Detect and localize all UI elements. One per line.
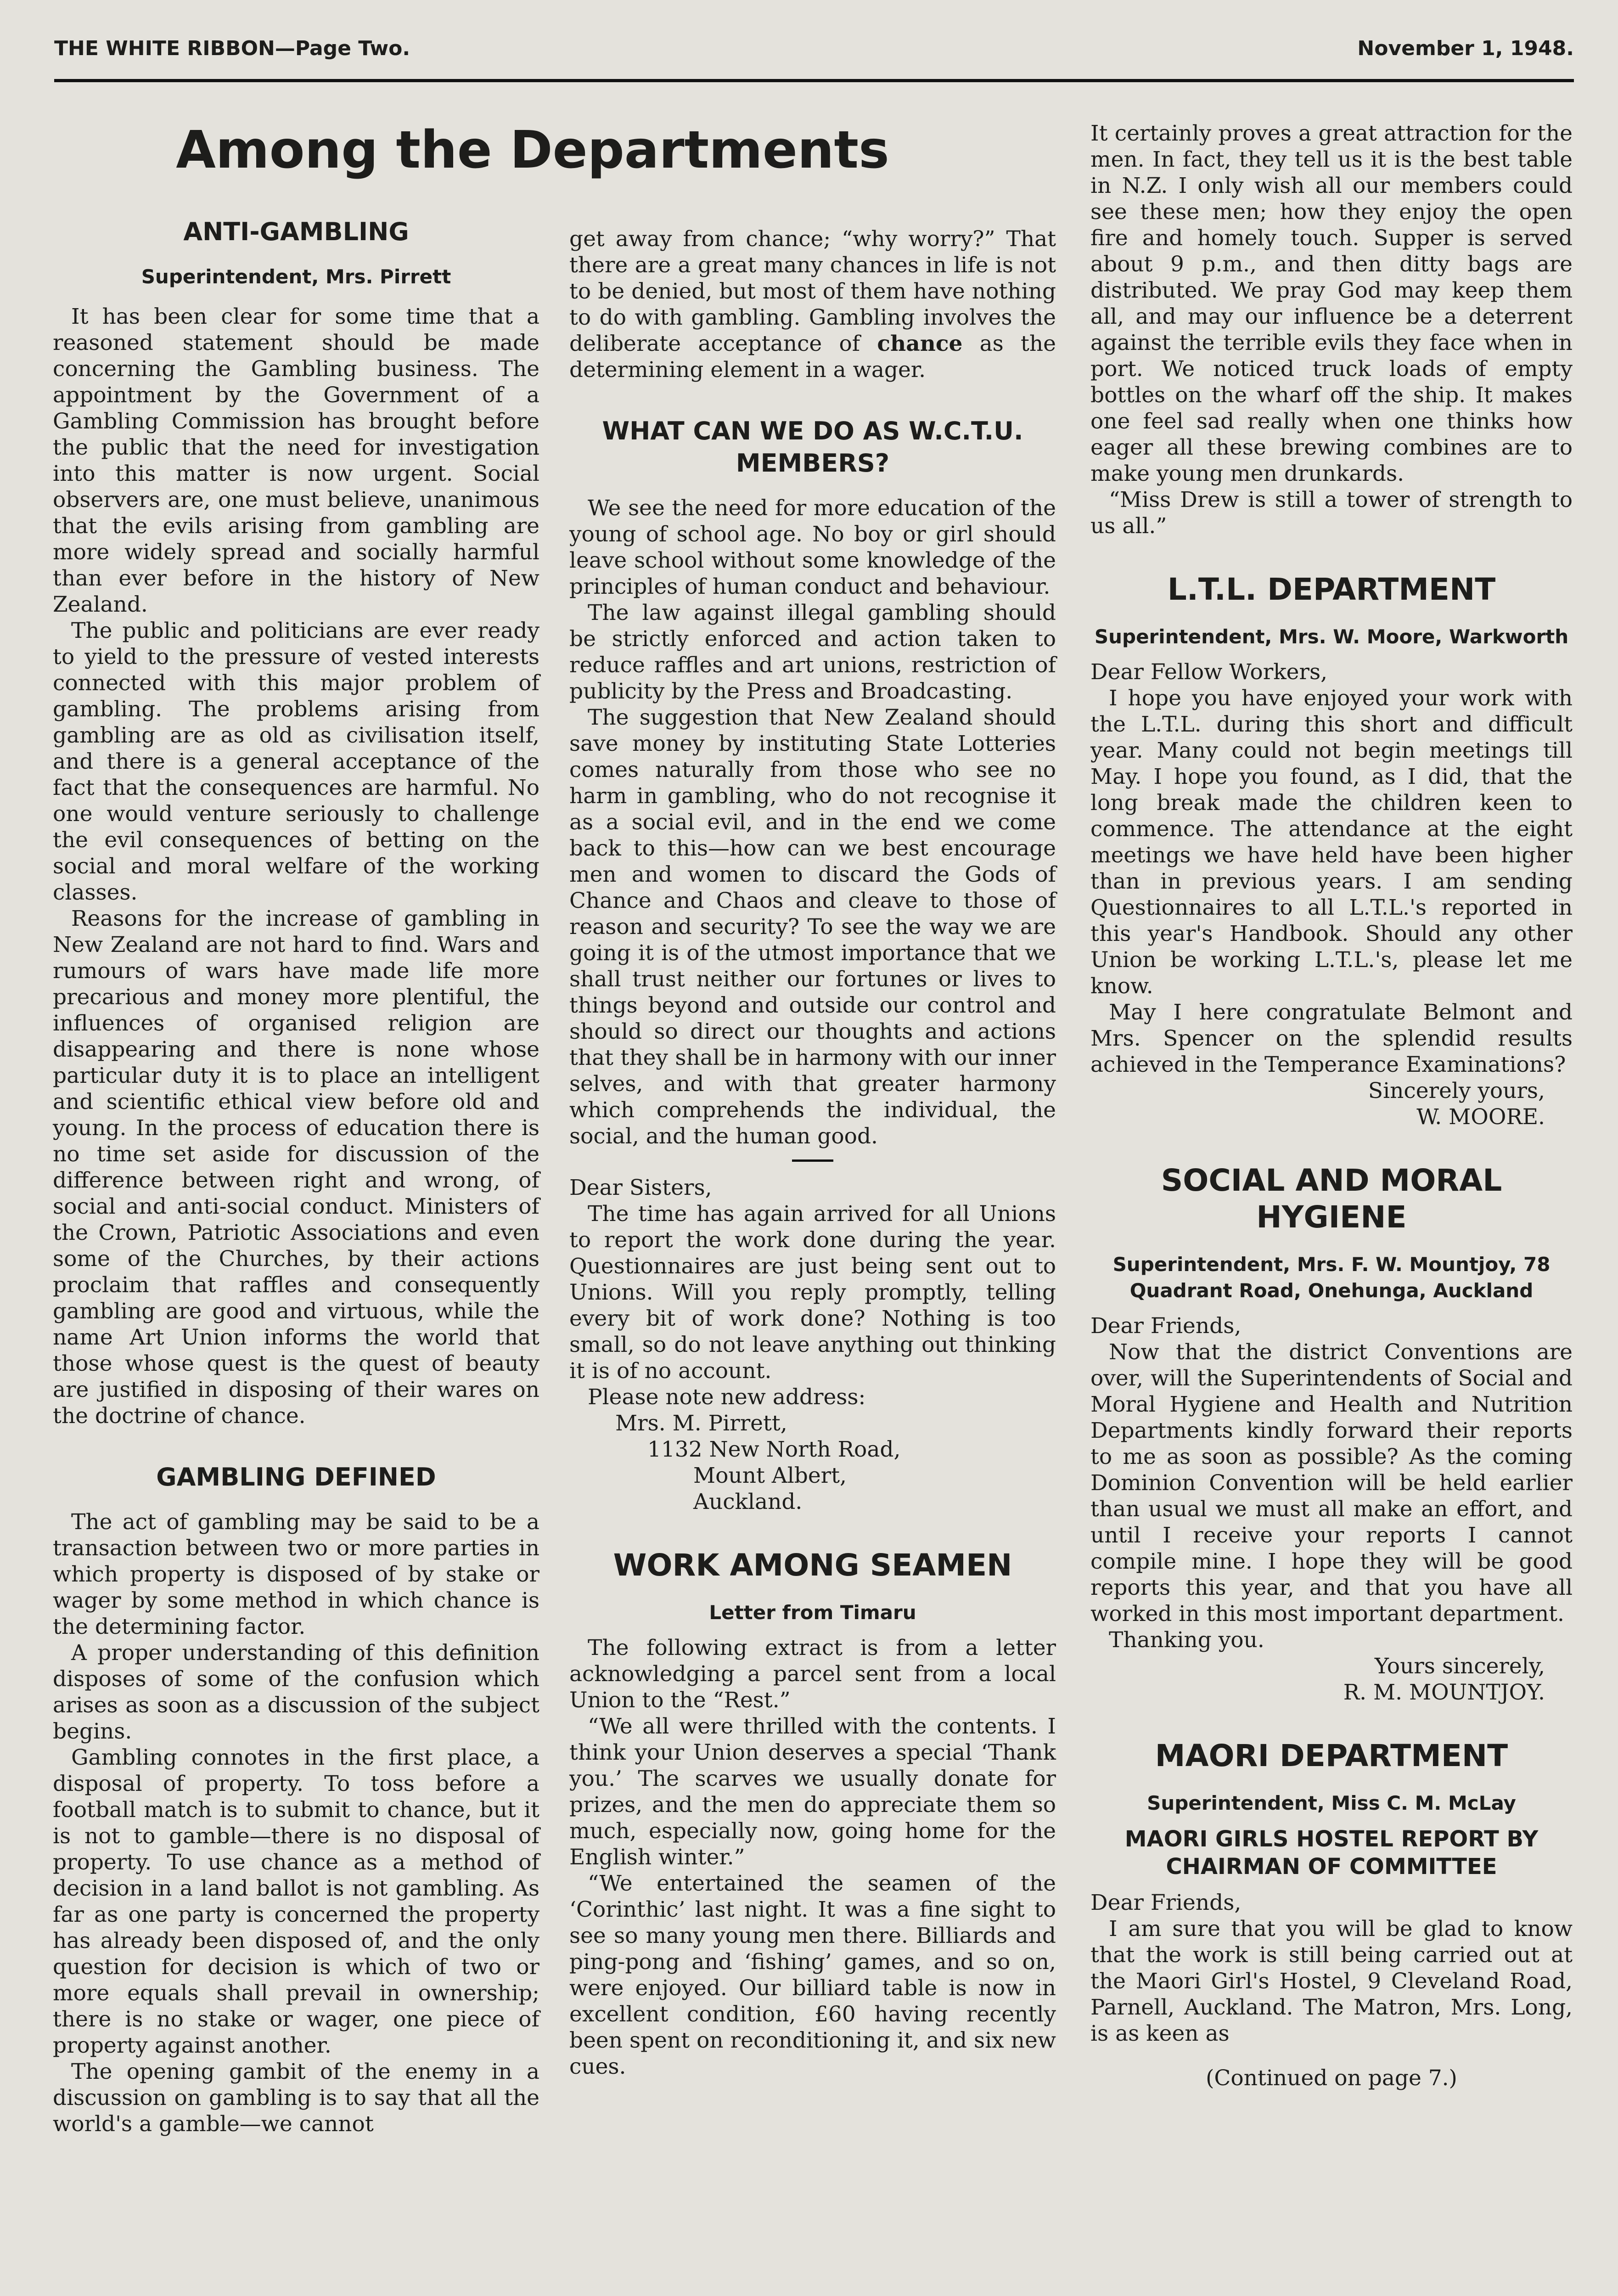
paragraph: I am sure that you will be glad to know that the work is still being carried out at the Maori Girl's Hostel, 9 Cleveland Road, Parnell, Auckland. The Matron, Mrs. Long, is as keen as: [1090, 1916, 1573, 2046]
letter-signature: R. M. MOUNTJOY.: [1343, 1680, 1545, 1705]
letter-salutation: Dear Friends,: [1090, 1890, 1242, 1915]
header-rule: [54, 79, 1574, 82]
wctu-heading: WHAT CAN WE DO AS W.C.T.U. MEMBERS?: [602, 416, 1023, 478]
paragraph-continued: [569, 226, 1056, 383]
section-divider: [792, 1159, 833, 1162]
paragraph: Thanking you.: [1109, 1627, 1264, 1653]
paragraph: “We all were thrilled with the contents. I think your Union deserves a special ‘Thank you.’ The scarves we usually donate for prizes, and the men do appreciate them so much, especially now, going home for the English winter.”: [569, 1714, 1056, 1870]
column-2: [569, 226, 1056, 2080]
column-3: [1090, 120, 1573, 2091]
letter-salutation: Dear Sisters,: [569, 1175, 712, 1200]
letter-closing: Sincerely yours,: [1368, 1078, 1545, 1103]
paragraph: “We entertained the seamen of the ‘Corinthic’ last night. It was a fine sight to see so many young men there. Billiards and ping-pong and ‘fishing’ games, and so on, were enjoyed. Our billiard table is now in excellent condition, £60 having recently been spent on reconditioning it, and six new cues.: [569, 1871, 1056, 2079]
page-title: Among the Departments: [176, 120, 889, 180]
paragraph: The opening gambit of the enemy in a discussion on gambling is to say that all the world's a gamble—we cannot: [53, 2059, 539, 2137]
paragraph: We see the need for more education of the young of school age. No boy or girl should leave school without some knowledge of the principles of human conduct and behaviour.: [569, 495, 1056, 599]
address-line: Mount Albert,: [693, 1463, 847, 1488]
hygiene-superintendent: Superintendent, Mrs. F. W. Mountjoy, 78 Quadrant Road, Onehunga, Auckland: [1112, 1253, 1551, 1302]
paragraph: It has been clear for some time that a reasoned statement should be made concerning the Gambling business. The appointment by the Government of a Gambling Commission has brought before the public that the need for investigation into this matter is now urgent. Social observers are, one must believe, unanimous that the evils arising from gambling are more widely spread and socially harmful than ever before in the history of New Zealand.: [53, 304, 539, 617]
anti-gambling-heading: ANTI-GAMBLING: [183, 217, 409, 246]
ltl-superintendent: Superintendent, Mrs. W. Moore, Warkworth: [1094, 625, 1569, 648]
paragraph-continued: It certainly proves a great attraction for the men. In fact, they tell us it is the best table in N.Z. I only wish all our members could see these men; how they enjoy the open fire and homely touch. Supper is served about 9 p.m., and then ditty bags are distributed. We pray God may keep them all, and may our influence be a deterrent against the terrible evils they face when in port. We noticed truck loads of empty bottles on the wharf off the ship. It makes one feel sad really when one thinks how eager all these brewing combines are to make young men drunkards.: [1090, 121, 1573, 486]
paragraph: Now that the district Conventions are over, will the Superintendents of Social and Moral Hygiene and Health and Nutrition Departments kindly forward their reports to me as soon as possible? As the coming Dominion Convention will be held earlier than usual we must all make an effort, and until I receive your reports I cannot compile mine. I hope they will be good reports this year, and that you have all worked in this most important department.: [1090, 1339, 1573, 1626]
text-run: as the determining element in a wager.: [569, 331, 1056, 383]
seamen-subheading: Letter from Timaru: [709, 1601, 916, 1624]
maori-superintendent: Superintendent, Miss C. M. McLay: [1147, 1792, 1516, 1814]
paragraph: The following extract is from a letter acknowledging a parcel sent from a local Union to the “Rest.”: [569, 1635, 1056, 1713]
letter-salutation: Dear Friends,: [1090, 1313, 1242, 1339]
paragraph: I hope you have enjoyed your work with the L.T.L. during this short and difficult year. Many could not begin meetings till May. I hope you found, as I did, that the long break made the children keen to commence. The attendance at the eight meetings we have held have been higher than in previous years. I am sending Questionnaires to all L.T.L.'s reported in this year's Handbook. Should any other Union be working L.T.L.'s, please let me know.: [1090, 686, 1573, 999]
seamen-heading: WORK AMONG SEAMEN: [613, 1548, 1012, 1583]
emphasis-word: chance: [877, 331, 963, 356]
paragraph: May I here congratulate Belmont and Mrs. Spencer on the splendid results achieved in the Temperance Examinations?: [1090, 1000, 1573, 1077]
ltl-heading: L.T.L. DEPARTMENT: [1167, 572, 1496, 607]
paragraph: Reasons for the increase of gambling in New Zealand are not hard to find. Wars and rumours of wars have made life more precarious and money more plentiful, the influences of organised religion are disappearing and there is none whose particular duty it is to place an intelligent and scientific ethical view before old and young. In the process of education there is no time set aside for discussion of the difference between right and wrong, of social and anti-social conduct. Ministers of the Crown, Patriotic Associations and even some of the Churches, by their actions proclaim that raffles and consequently gambling are good and virtuous, while the name Art Union informs the world that those whose quest is the quest of beauty are justified in disposing of their wares on the doctrine of chance.: [53, 906, 539, 1429]
paragraph: The public and politicians are ever ready to yield to the pressure of vested interests connected with this major problem of gambling. The problems arising from gambling are as old as civilisation itself, and there is a general acceptance of the fact that the consequences are harmful. No one would venture seriously to challenge the evil consequences of betting on the social and moral welfare of the working classes.: [53, 618, 539, 905]
running-head: THE WHITE RIBBON—Page Two.: [54, 37, 410, 60]
maori-heading: MAORI DEPARTMENT: [1155, 1738, 1508, 1773]
hygiene-heading: SOCIAL AND MORAL HYGIENE: [1161, 1163, 1502, 1235]
issue-date: November 1, 1948.: [1357, 37, 1574, 60]
paragraph: The law against illegal gambling should be strictly enforced and action taken to reduce raffles and art unions, restriction of publicity by the Press and Broadcasting.: [569, 600, 1056, 704]
maori-report-heading: MAORI GIRLS HOSTEL REPORT BY CHAIRMAN OF COMMITTEE: [1124, 1826, 1539, 1880]
paragraph: Please note new address:: [588, 1384, 866, 1410]
address-line: Mrs. M. Pirrett,: [615, 1411, 787, 1436]
column-1: [53, 216, 539, 2137]
paragraph: “Miss Drew is still a tower of strength to us all.”: [1090, 487, 1573, 539]
address-line: 1132 New North Road,: [647, 1437, 901, 1462]
gambling-defined-heading: GAMBLING DEFINED: [156, 1463, 436, 1491]
anti-gambling-superintendent: Superintendent, Mrs. Pirrett: [141, 265, 451, 288]
continued-note: (Continued on page 7.): [1206, 2065, 1457, 2091]
letter-closing: Yours sincerely,: [1374, 1654, 1545, 1679]
paragraph: The act of gambling may be said to be a transaction between two or more parties in which property is disposed of by stake or wager by some method in which chance is the determining factor.: [53, 1509, 539, 1639]
address-line: Auckland.: [693, 1489, 803, 1514]
text-run: get away from chance; “why worry?” That there are a great many chances in life is not to be denied, but most of them have nothing to do with gambling. Gambling involves the deliberate acceptance of: [569, 226, 1056, 356]
letter-signature: W. MOORE.: [1416, 1104, 1545, 1130]
paragraph: The time has again arrived for all Unions to report the work done during the year. Questionnaires are just being sent out to Unions. Will you reply promptly, telling every bit of work done? Nothing is too small, so do not leave anything out thinking it is of no account.: [569, 1201, 1056, 1384]
paragraph: The suggestion that New Zealand should save money by instituting State Lotteries comes naturally from those who see no harm in gambling, who do not recognise it as a social evil, and in the end we come back to this—how can we best encourage men and women to discard the Gods of Chance and Chaos and cleave to those of reason and security? To see the way we are going it is of the utmost importance that we shall trust neither our fortunes or lives to things beyond and outside our control and should so direct our thoughts and actions that they shall be in harmony with our inner selves, and with that greater harmony which comprehends the individual, the social, and the human good.: [569, 705, 1056, 1149]
paragraph: A proper understanding of this definition disposes of some of the confusion which arises as soon as a discussion of the subject begins.: [53, 1640, 539, 1744]
page-header: [54, 31, 1574, 68]
letter-salutation: Dear Fellow Workers,: [1090, 659, 1328, 685]
paragraph: Gambling connotes in the first place, a disposal of property. To toss before a football match is to submit to chance, but it is not to gamble—there is no disposal of property. To use chance as a method of decision in a land ballot is not gambling. As far as one party is concerned the property has already been disposed of, and the only question for decision is which of two or more equals shall prevail in ownership; there is no stake or wager, one piece of property against another.: [53, 1745, 539, 2058]
